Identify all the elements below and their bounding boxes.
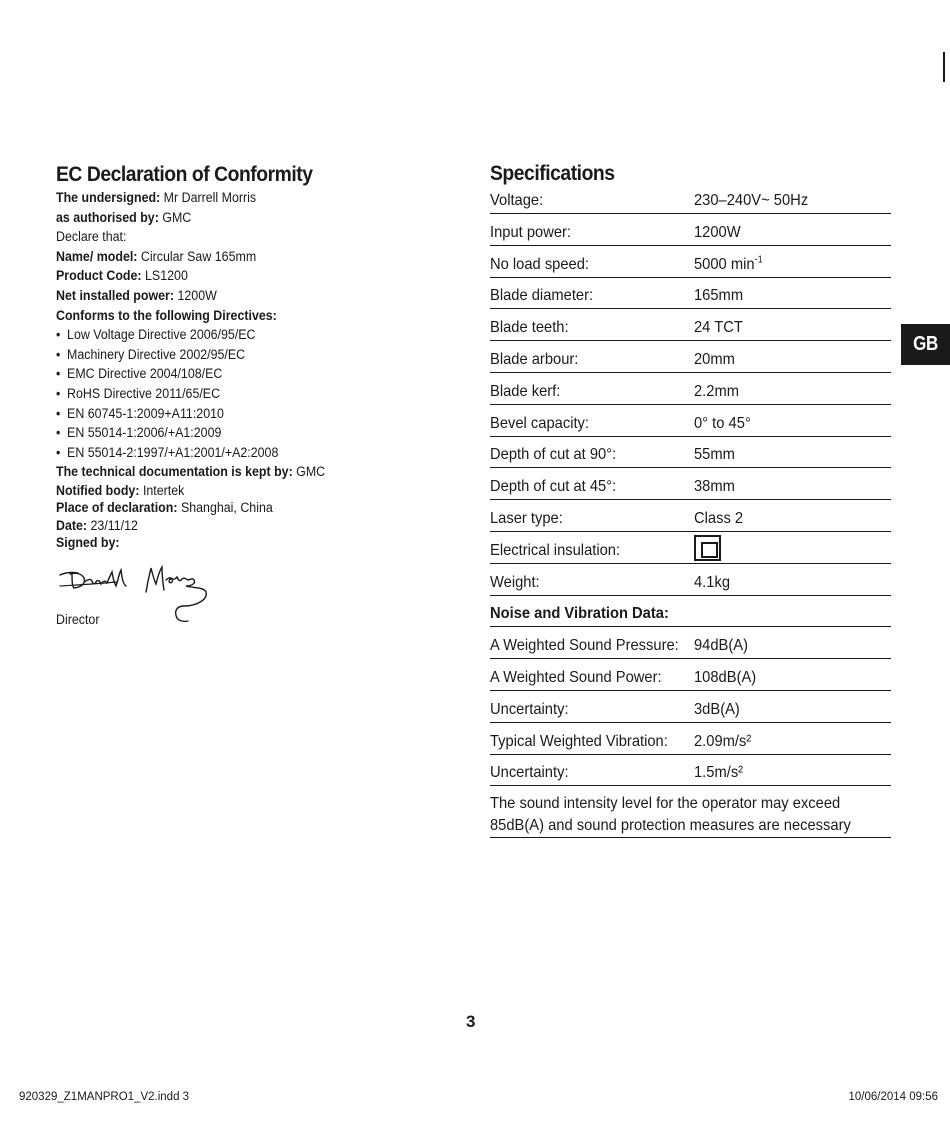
spec-value: 38mm — [694, 478, 735, 496]
directive-text: Low Voltage Directive 2006/95/EC — [67, 327, 256, 343]
directive-item — [56, 384, 424, 404]
spec-value: 24 TCT — [694, 319, 743, 337]
spec-value: 0° to 45° — [694, 414, 751, 432]
spec-row-blade-arbour — [490, 341, 891, 373]
note-line: 85dB(A) and sound protection measures are necessary — [490, 816, 851, 834]
place-value: Shanghai, China — [180, 500, 273, 516]
spec-row-no-load-speed — [490, 246, 891, 278]
spec-row-blade-diameter — [490, 278, 891, 310]
spec-label: Weight: — [490, 573, 540, 591]
power-value: 1200W — [177, 287, 217, 303]
directive-item — [56, 345, 424, 365]
spec-label: Bevel capacity: — [490, 414, 590, 432]
spec-row-laser-type — [490, 500, 891, 532]
directive-item — [56, 404, 424, 424]
spec-row-sound-power — [490, 659, 891, 691]
spec-label: No load speed: — [490, 255, 590, 273]
power-line — [56, 286, 424, 306]
undersigned-label: The undersigned: — [56, 190, 161, 205]
specifications — [490, 160, 891, 838]
directive-item — [56, 423, 424, 443]
model-label: Name/ model: — [56, 248, 138, 264]
directive-text: EN 55014-1:2006/+A1:2009 — [67, 425, 222, 441]
spec-row-input-power — [490, 214, 891, 246]
signatory-role: Director — [56, 612, 100, 627]
spec-value: 2.09m/s² — [694, 732, 752, 750]
product-code-line — [56, 266, 424, 286]
spec-label: Blade diameter: — [490, 287, 594, 305]
undersigned-line — [56, 188, 424, 208]
spec-label: Voltage: — [490, 192, 544, 209]
spec-row-depth-45 — [490, 468, 891, 500]
place-label: Place of declaration: — [56, 500, 178, 516]
directive-text: EN 55014-2:1997/+A1:2001/+A2:2008 — [67, 444, 279, 460]
signed-label: Signed by: — [56, 535, 120, 551]
spec-label: Depth of cut at 45°: — [490, 478, 617, 496]
spec-value: 1.5m/s² — [694, 764, 744, 782]
spec-row-electrical-insulation — [490, 532, 891, 564]
bullet: • — [56, 366, 61, 382]
notified-value: Intertek — [142, 482, 185, 498]
directives-label: Conforms to the following Directives: — [56, 307, 277, 323]
notified-label: Notified body: — [56, 482, 140, 498]
bullet: • — [56, 346, 61, 362]
signed-by-line — [56, 534, 424, 552]
spec-row-depth-90 — [490, 437, 891, 469]
model-line — [56, 247, 424, 267]
double-insulation-icon — [694, 535, 721, 561]
spec-value: 3dB(A) — [694, 700, 740, 718]
spec-value-superscript: -1 — [754, 254, 763, 266]
spec-row-weight — [490, 564, 891, 596]
spec-value-text: 5000 min — [694, 255, 755, 273]
footer-timestamp: 10/06/2014 09:56 — [848, 1091, 938, 1103]
spec-label: Blade kerf: — [490, 382, 561, 400]
power-label: Net installed power: — [56, 287, 175, 303]
spec-label: A Weighted Sound Power: — [490, 668, 662, 686]
spec-row-bevel-capacity — [490, 405, 891, 437]
note-line: The sound intensity level for the operator may exceed — [490, 795, 841, 813]
directive-item — [56, 325, 424, 345]
directive-item — [56, 364, 424, 384]
crop-mark — [943, 52, 945, 82]
spec-label: Uncertainty: — [490, 700, 569, 718]
spec-value: 108dB(A) — [694, 668, 757, 686]
ec-declaration — [56, 162, 456, 552]
noise-vibration-heading — [490, 596, 891, 628]
language-tab-label: GB — [913, 333, 938, 355]
spec-value: 55mm — [694, 446, 735, 464]
undersigned-value: Mr Darrell Morris — [163, 190, 257, 205]
product-code-value: LS1200 — [145, 268, 188, 284]
directive-text: EN 60745-1:2009+A11:2010 — [67, 405, 224, 421]
notified-body-line — [56, 482, 424, 500]
spec-row-blade-kerf — [490, 373, 891, 405]
directive-text: Machinery Directive 2002/95/EC — [67, 346, 246, 362]
date-value: 23/11/12 — [90, 517, 138, 533]
declare-text: Declare that: — [56, 229, 127, 245]
product-code-label: Product Code: — [56, 268, 142, 284]
spec-label: Laser type: — [490, 509, 563, 527]
tech-doc-value: GMC — [296, 464, 326, 480]
footer-file-name: 920329_Z1MANPRO1_V2.indd 3 — [19, 1091, 190, 1103]
date-label: Date: — [56, 517, 88, 533]
spec-label: Depth of cut at 90°: — [490, 446, 617, 464]
authorised-value: GMC — [162, 209, 192, 225]
spec-row-vibration — [490, 723, 891, 755]
spec-label: Input power: — [490, 223, 572, 241]
spec-label: Uncertainty: — [490, 764, 569, 782]
spec-row-uncertainty-sound — [490, 691, 891, 723]
spec-row-sound-pressure — [490, 627, 891, 659]
page-number: 3 — [466, 1012, 476, 1031]
spec-heading-label: Noise and Vibration Data: — [490, 605, 669, 623]
directives-heading — [56, 306, 424, 326]
spec-value — [694, 256, 763, 274]
bullet: • — [56, 425, 61, 441]
spec-value: Class 2 — [694, 509, 744, 527]
spec-row-uncertainty-vibration — [490, 755, 891, 787]
spec-value: 94dB(A) — [694, 637, 749, 655]
spec-value: 230–240V~ 50Hz — [694, 192, 809, 209]
authorised-line — [56, 208, 424, 228]
bullet: • — [56, 385, 61, 401]
language-tab — [901, 324, 950, 365]
spec-row-blade-teeth — [490, 309, 891, 341]
date-line — [56, 517, 424, 535]
model-value: Circular Saw 165mm — [140, 248, 257, 264]
spec-value: 4.1kg — [694, 573, 731, 591]
ec-declaration-title: EC Declaration of Conformity — [56, 163, 313, 186]
tech-doc-line — [56, 462, 424, 482]
spec-label: A Weighted Sound Pressure: — [490, 637, 679, 655]
tech-doc-label: The technical documentation is kept by: — [56, 464, 293, 480]
spec-value: 1200W — [694, 223, 741, 241]
directive-item — [56, 443, 424, 463]
bullet: • — [56, 444, 61, 460]
bullet: • — [56, 405, 61, 421]
spec-value: 2.2mm — [694, 382, 739, 400]
spec-label: Blade arbour: — [490, 350, 579, 368]
spec-value: 165mm — [694, 287, 744, 305]
spec-label: Typical Weighted Vibration: — [490, 732, 668, 750]
authorised-label: as authorised by: — [56, 209, 159, 225]
spec-label: Blade teeth: — [490, 319, 569, 337]
sound-warning-note — [490, 786, 891, 838]
directive-text: EMC Directive 2004/108/EC — [67, 366, 223, 382]
spec-value: 20mm — [694, 350, 735, 368]
place-line — [56, 499, 424, 517]
directive-text: RoHS Directive 2011/65/EC — [67, 385, 221, 401]
specifications-title: Specifications — [490, 162, 615, 185]
spec-row-voltage — [490, 189, 891, 214]
directives-list — [56, 325, 456, 462]
spec-label: Electrical insulation: — [490, 541, 621, 559]
bullet: • — [56, 327, 61, 343]
